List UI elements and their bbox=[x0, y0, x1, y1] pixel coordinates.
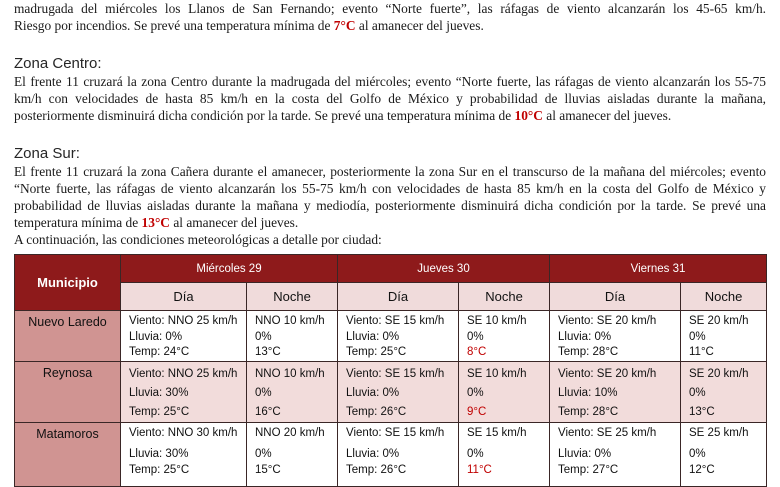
intro-paragraph bbox=[14, 0, 766, 34]
forecast-line: 0% bbox=[689, 448, 706, 460]
forecast-line: 0% bbox=[689, 330, 706, 343]
forecast-line: 0% bbox=[467, 448, 484, 460]
forecast-cell bbox=[338, 361, 459, 422]
forecast-line: Viento: SE 20 km/h bbox=[558, 367, 657, 380]
forecast-line: NNO 10 km/h bbox=[255, 367, 325, 380]
forecast-line: 0% bbox=[467, 386, 484, 399]
forecast-line: 11°C bbox=[467, 463, 492, 476]
forecast-line: 8°C bbox=[467, 346, 487, 358]
forecast-cell bbox=[121, 422, 247, 486]
forecast-line: Viento: NNO 25 km/h bbox=[129, 315, 238, 327]
forecast-cell bbox=[247, 361, 338, 422]
forecast-line: Temp: 27°C bbox=[558, 463, 619, 476]
forecast-line: 0% bbox=[467, 330, 484, 343]
forecast-cell bbox=[459, 311, 550, 362]
zona-sur-min-temp: 13°C bbox=[141, 215, 170, 230]
forecast-line: Lluvia: 0% bbox=[558, 448, 612, 460]
subheader-noche-miercoles: Noche bbox=[247, 283, 338, 311]
column-header-municipio: Municipio bbox=[15, 255, 121, 311]
forecast-cell bbox=[550, 361, 681, 422]
forecast-line: Lluvia: 0% bbox=[346, 448, 400, 460]
subheader-row bbox=[15, 283, 767, 311]
forecast-line: Lluvia: 10% bbox=[558, 386, 618, 399]
zona-centro-tail: al amanecer del jueves. bbox=[542, 108, 672, 123]
forecast-line: SE 10 km/h bbox=[467, 315, 527, 327]
table-row bbox=[15, 361, 767, 422]
column-header-jueves: Jueves 30 bbox=[338, 255, 550, 283]
forecast-cell bbox=[681, 422, 767, 486]
forecast-line: 13°C bbox=[689, 405, 715, 418]
zona-sur-tail: al amanecer del jueves. bbox=[169, 215, 299, 230]
forecast-table-body bbox=[15, 311, 767, 487]
forecast-cell bbox=[247, 422, 338, 486]
zona-centro-paragraph bbox=[14, 73, 766, 124]
forecast-line: 0% bbox=[255, 330, 272, 343]
municipio-cell: Matamoros bbox=[15, 422, 121, 486]
column-header-viernes: Viernes 31 bbox=[550, 255, 767, 283]
forecast-line: SE 20 km/h bbox=[689, 367, 749, 380]
forecast-line: NNO 20 km/h bbox=[255, 426, 325, 439]
forecast-line: Lluvia: 30% bbox=[129, 386, 189, 399]
subheader-dia-viernes: Día bbox=[550, 283, 681, 311]
forecast-cell bbox=[247, 311, 338, 362]
forecast-line: SE 10 km/h bbox=[467, 367, 527, 380]
forecast-table bbox=[14, 254, 767, 487]
forecast-line: 0% bbox=[255, 386, 272, 399]
municipio-cell: Reynosa bbox=[15, 361, 121, 422]
forecast-line: Temp: 25°C bbox=[129, 405, 190, 418]
forecast-line: 0% bbox=[255, 448, 272, 460]
forecast-cell bbox=[550, 311, 681, 362]
column-header-miercoles: Miércoles 29 bbox=[121, 255, 338, 283]
subheader-noche-viernes: Noche bbox=[681, 283, 767, 311]
subheader-dia-miercoles: Día bbox=[121, 283, 247, 311]
forecast-cell bbox=[681, 361, 767, 422]
municipio-cell: Nuevo Laredo bbox=[15, 311, 121, 362]
forecast-cell bbox=[338, 422, 459, 486]
forecast-line: NNO 10 km/h bbox=[255, 315, 325, 327]
forecast-line: Viento: SE 15 km/h bbox=[346, 315, 445, 327]
forecast-line: Viento: SE 20 km/h bbox=[558, 315, 657, 327]
forecast-line: Viento: SE 15 km/h bbox=[346, 367, 445, 380]
forecast-line: 12°C bbox=[689, 463, 715, 476]
zona-centro-text: El frente 11 cruzará la zona Centro durante la madrugada del miércoles; evento “Norte fuerte, las ráfagas de viento alcanzarán los 55-75 km/h con velocidades de hasta 85 km/h en la costa del Golfo de México y probabilidad de lluvias aisladas durante la mañana, posteriormente disminuirá dicha condición por la tarde. Se prevé una temperatura mínima de bbox=[14, 74, 766, 123]
intro-cut-line: madrugada del miércoles los Llanos de San Fernando; evento “Norte fuerte”, las ráfagas de viento alcanzarán los 45-65 km/h. bbox=[14, 1, 766, 16]
table-intro-line: A continuación, las condiciones meteorológicas a detalle por ciudad: bbox=[14, 232, 382, 247]
forecast-line: Temp: 24°C bbox=[129, 346, 190, 358]
forecast-line: Viento: SE 15 km/h bbox=[346, 426, 445, 439]
forecast-cell bbox=[681, 311, 767, 362]
forecast-line: SE 20 km/h bbox=[689, 315, 749, 327]
forecast-line: 16°C bbox=[255, 405, 281, 418]
table-row bbox=[15, 311, 767, 362]
intro-min-temp: 7°C bbox=[333, 18, 356, 33]
subheader-noche-jueves: Noche bbox=[459, 283, 550, 311]
subheader-dia-jueves: Día bbox=[338, 283, 459, 311]
forecast-line: Lluvia: 0% bbox=[346, 386, 400, 399]
forecast-cell bbox=[459, 422, 550, 486]
forecast-line: SE 15 km/h bbox=[467, 426, 527, 439]
forecast-line: Lluvia: 30% bbox=[129, 448, 189, 460]
forecast-line: Viento: NNO 25 km/h bbox=[129, 367, 238, 380]
table-row bbox=[15, 422, 767, 486]
forecast-cell bbox=[459, 361, 550, 422]
zona-centro-min-temp: 10°C bbox=[514, 108, 543, 123]
forecast-line: 15°C bbox=[255, 463, 281, 476]
forecast-line: 11°C bbox=[689, 346, 714, 358]
zona-sur-paragraph bbox=[14, 163, 766, 231]
forecast-line: Temp: 28°C bbox=[558, 346, 619, 358]
forecast-cell bbox=[121, 311, 247, 362]
forecast-line: 9°C bbox=[467, 405, 487, 418]
forecast-cell bbox=[338, 311, 459, 362]
day-header-row bbox=[15, 255, 767, 283]
forecast-line: Lluvia: 0% bbox=[129, 330, 183, 343]
zona-sur-text: El frente 11 cruzará la zona Cañera durante el amanecer, posteriormente la zona Sur en el transcurso de la mañana del miércoles; evento “Norte fuerte, las ráfagas de viento alcanzarán los 55-75 km/h con velocidades de hasta 85 km/h en la costa del Golfo de México y probabilidad de lluvias aisladas durante la mañana y mediodía, posteriormente disminuirá dicha condición por la tarde. Se prevé una temperatura mínima de bbox=[14, 164, 766, 230]
zona-sur-heading: Zona Sur: bbox=[14, 145, 80, 162]
forecast-cell bbox=[121, 361, 247, 422]
forecast-table-head bbox=[15, 255, 767, 311]
forecast-line: Temp: 26°C bbox=[346, 405, 407, 418]
forecast-line: Temp: 25°C bbox=[129, 463, 190, 476]
forecast-line: 13°C bbox=[255, 346, 281, 358]
forecast-line: Viento: SE 25 km/h bbox=[558, 426, 657, 439]
forecast-line: SE 25 km/h bbox=[689, 426, 749, 439]
forecast-line: Viento: NNO 30 km/h bbox=[129, 426, 238, 439]
forecast-cell bbox=[550, 422, 681, 486]
forecast-line: Lluvia: 0% bbox=[558, 330, 612, 343]
zona-centro-heading: Zona Centro: bbox=[14, 55, 102, 72]
forecast-line: 0% bbox=[689, 386, 706, 399]
intro-line2-tail: al amanecer del jueves. bbox=[355, 18, 484, 33]
forecast-line: Temp: 28°C bbox=[558, 405, 619, 418]
forecast-line: Temp: 25°C bbox=[346, 346, 407, 358]
forecast-line: Temp: 26°C bbox=[346, 463, 407, 476]
forecast-line: Lluvia: 0% bbox=[346, 330, 400, 343]
intro-line2-text: Riesgo por incendios. Se prevé una temperatura mínima de bbox=[14, 18, 334, 33]
